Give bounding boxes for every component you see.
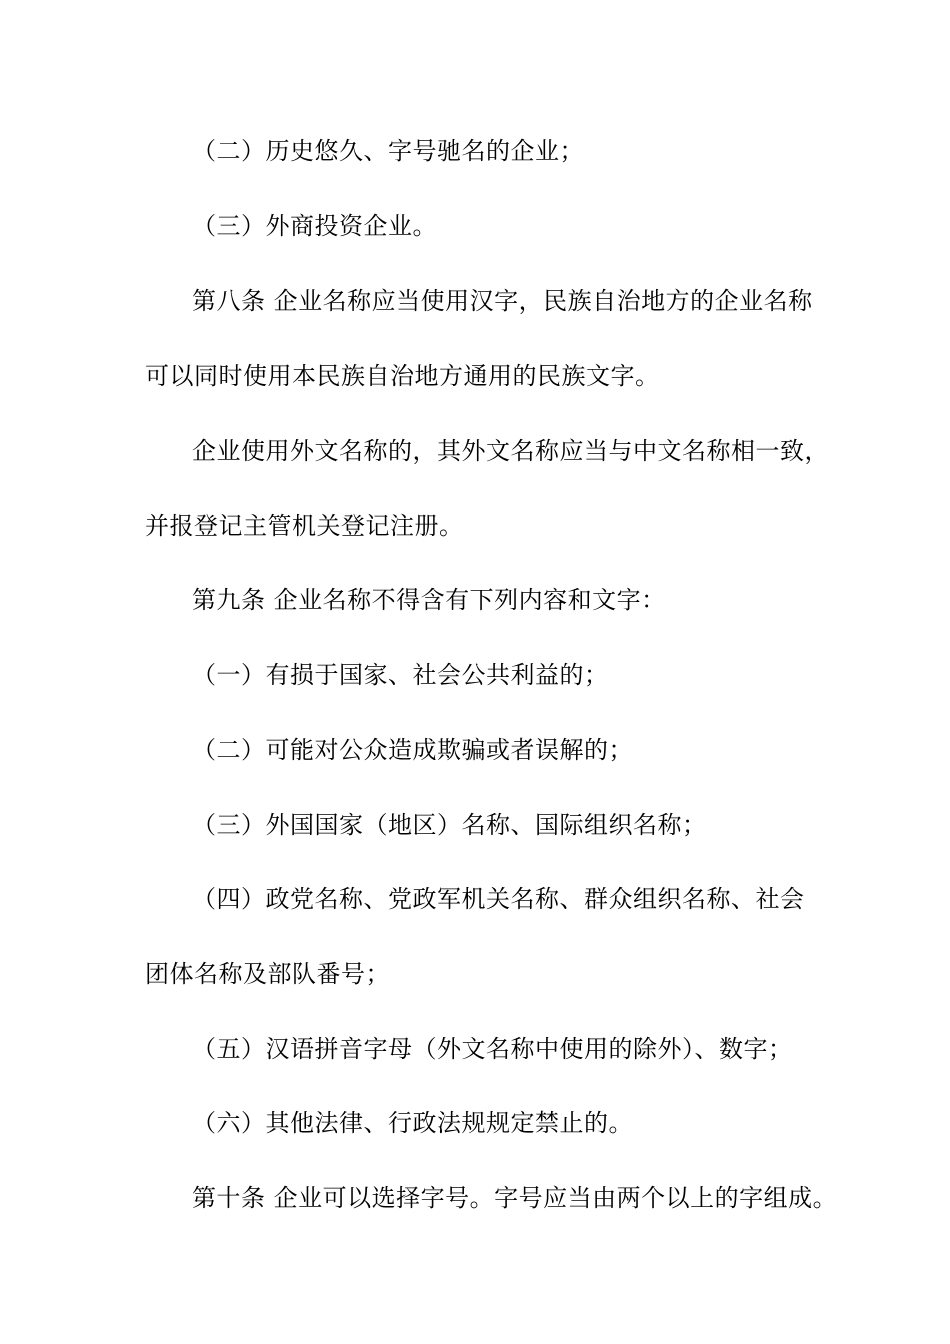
foreign-name-line-2: 并报登记主管机关登记注册。	[145, 512, 464, 540]
article-8-line-2: 可以同时使用本民族自治地方通用的民族文字。	[145, 362, 660, 390]
paragraph-line-2: （三）外商投资企业。	[192, 212, 437, 240]
article-10-line-1: 第十条 企业可以选择字号。字号应当由两个以上的字组成。	[192, 1184, 838, 1212]
article-9-item-4-line-2: 团体名称及部队番号；	[145, 960, 390, 988]
article-9-item-1: （一）有损于国家、社会公共利益的；	[192, 661, 609, 689]
article-9-item-2: （二）可能对公众造成欺骗或者误解的；	[192, 736, 633, 764]
paragraph-line-1: （二）历史悠久、字号驰名的企业；	[192, 137, 584, 165]
article-8-line-1: 第八条 企业名称应当使用汉字，民族自治地方的企业名称	[192, 287, 813, 315]
article-9-heading: 第九条 企业名称不得含有下列内容和文字：	[192, 586, 666, 614]
foreign-name-line-1: 企业使用外文名称的，其外文名称应当与中文名称相一致，	[192, 437, 829, 465]
article-9-item-4-line-1: （四）政党名称、党政军机关名称、群众组织名称、社会	[192, 885, 805, 913]
article-9-item-6: （六）其他法律、行政法规规定禁止的。	[192, 1109, 633, 1137]
article-9-item-3: （三）外国国家（地区）名称、国际组织名称；	[192, 811, 707, 839]
article-9-item-5: （五）汉语拼音字母（外文名称中使用的除外）、数字；	[192, 1035, 793, 1063]
